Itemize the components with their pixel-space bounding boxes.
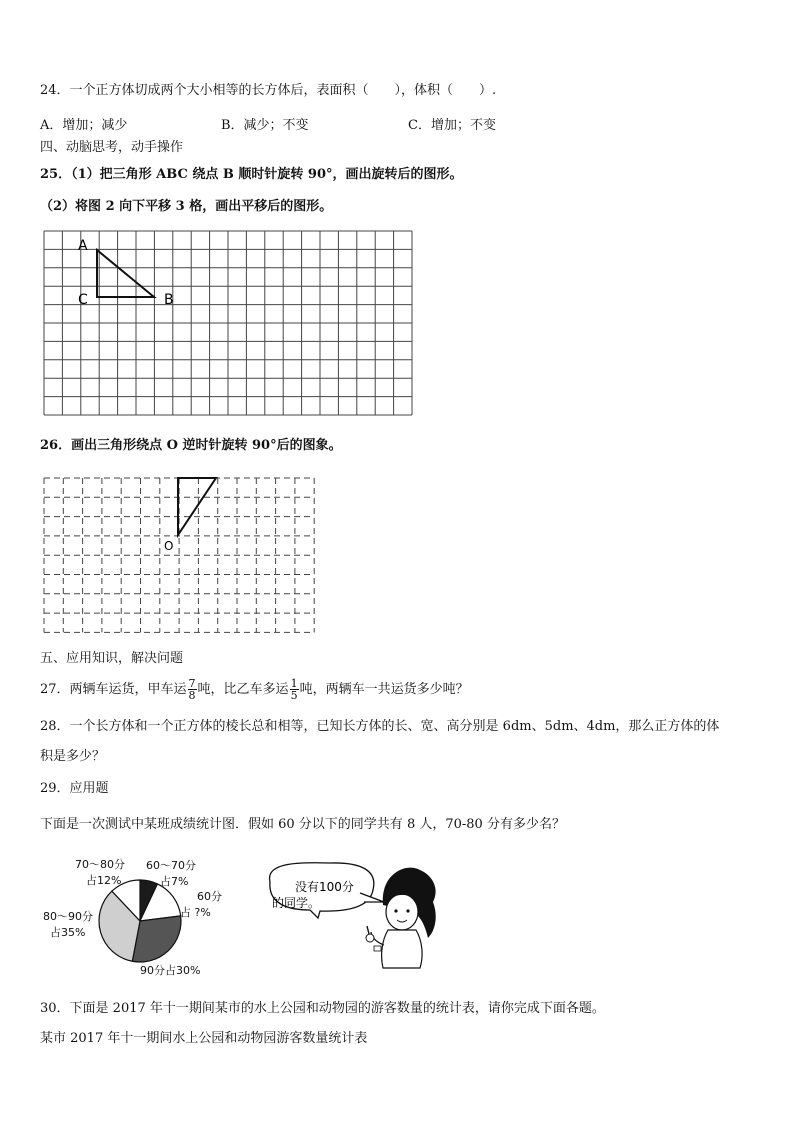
q27-stem (40, 678, 469, 702)
section-5-title: 五、应用知识，解决问题 (40, 651, 184, 666)
girl-face (386, 894, 418, 930)
label-80-90-line2: 占35% (50, 926, 86, 939)
pie-chart (99, 880, 181, 962)
label-o: O (164, 539, 174, 553)
fraction-1-denominator: 8 (188, 689, 196, 702)
label-below60-line1: 60分 (197, 890, 222, 903)
q24-stem: 24．一个正方体切成两个大小相等的长方体后，表面积（ ），体积（ ）. (40, 83, 497, 98)
q27-part-c: 吨，两辆车一共运货多少吨？ (299, 682, 469, 697)
fraction-2-numerator: 1 (290, 677, 298, 690)
q24-option-a: A．增加；减少 (40, 118, 128, 133)
section-4-title: 四、动脑思考，动手操作 (40, 140, 184, 155)
fraction-7-8 (188, 678, 197, 701)
q26-stem: 26．画出三角形绕点 O 逆时针旋转 90°后的图象。 (40, 438, 342, 453)
q24-option-c: C．增加；不变 (408, 118, 496, 133)
label-70-80-line1: 70～80分 (75, 858, 125, 871)
speech-text-line2: 的同学。 (272, 896, 321, 910)
speech-text-line1: 没有100分 (295, 880, 354, 894)
q28-line2: 积是多少？ (40, 749, 106, 764)
triangle-abc (97, 250, 154, 297)
label-c: C (78, 292, 88, 308)
girl-illustration (270, 863, 436, 968)
q25-triangle-abc (78, 238, 174, 308)
girl-object (374, 946, 381, 951)
label-90-line1: 90分占30% (140, 964, 201, 977)
girl-eye-left (394, 909, 397, 912)
q27-part-a: 27．两辆车运货，甲车运 (40, 682, 187, 697)
q30-stem: 30．下面是 2017 年十一期间某市的水上公园和动物园的游客数量的统计表，请你完成下面各题。 (40, 1001, 605, 1016)
q25-part2: （2）将图 2 向下平移 3 格，画出平移后的图形。 (40, 199, 333, 214)
label-below60-line2: 占 ?% (180, 906, 211, 919)
q24-option-b: B．减少；不变 (221, 118, 309, 133)
label-70-80-line2: 占12% (86, 874, 122, 887)
label-a: A (78, 238, 88, 254)
q25-part1: 25．（1）把三角形 ABC 绕点 B 顺时针旋转 90°，画出旋转后的图形。 (40, 167, 463, 182)
q28-line1: 28．一个长方体和一个正方体的棱长总和相等，已知长方体的长、宽、高分别是 6dm、5dm、4dm，那么正方体的体 (40, 719, 720, 734)
q30-table-title: 某市 2017 年十一期间水上公园和动物园游客数量统计表 (40, 1031, 368, 1046)
label-b: B (164, 292, 174, 308)
girl-pointing-finger (367, 926, 369, 934)
label-60-70-line1: 60～70分 (146, 859, 196, 872)
q29-stem: 下面是一次测试中某班成绩统计图．假如 60 分以下的同学共有 8 人，70-80 分有多少名？ (40, 817, 565, 832)
label-60-70-line2: 占7% (160, 875, 189, 888)
triangle-o (178, 478, 216, 535)
fraction-1-numerator: 7 (188, 677, 196, 690)
q25-grid (44, 231, 412, 415)
q29-title: 29．应用题 (40, 781, 109, 796)
q27-part-b: 吨，比乙车多运 (197, 682, 289, 697)
label-80-90-line1: 80～90分 (43, 910, 93, 923)
fraction-2-denominator: 5 (290, 689, 298, 702)
q26-grid (44, 478, 314, 632)
q26-triangle (164, 478, 216, 553)
fraction-1-5 (290, 678, 299, 701)
girl-body (382, 930, 422, 968)
girl-hand (366, 934, 374, 942)
girl-eye-right (406, 909, 409, 912)
